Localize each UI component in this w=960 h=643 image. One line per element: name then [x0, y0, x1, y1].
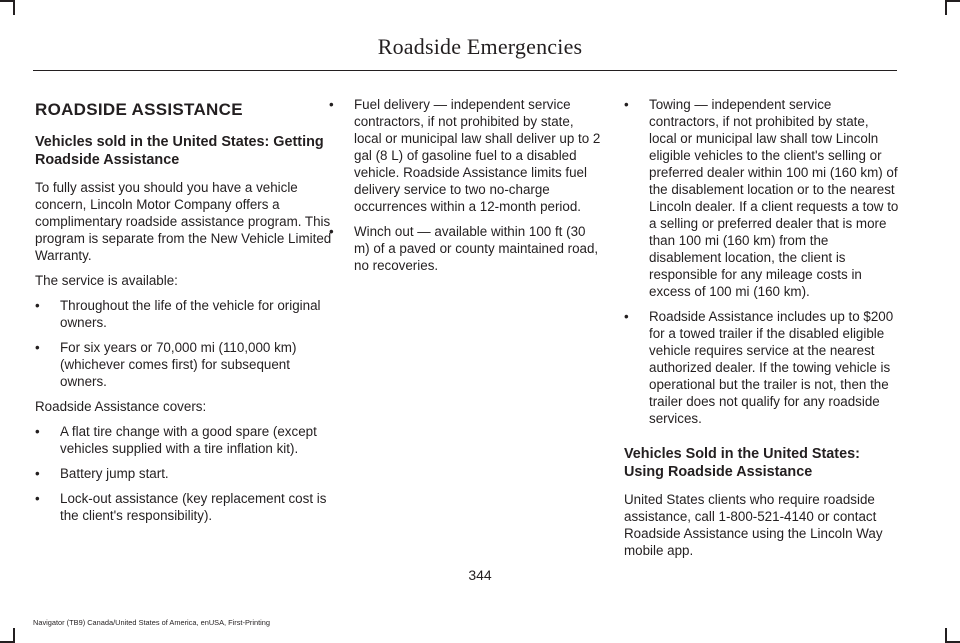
header-divider	[33, 70, 897, 71]
service-label: The service is available:	[35, 273, 178, 288]
page-number: 344	[468, 567, 492, 583]
contact-paragraph: United States clients who require roadside assistance, call 1-800-521-4140 or contact Roadside Assistance using the Lincoln Way mobile app.	[624, 492, 883, 558]
right-list	[624, 96, 899, 427]
crop-mark	[945, 628, 947, 643]
page-title: Roadside Emergencies	[377, 34, 583, 59]
footer-text: Navigator (TB9) Canada/United States of America, enUSA, First-Printing	[33, 618, 271, 627]
list-item: • Winch out — available within 100 ft (30 m) of a paved or county maintained road, no recoveries.	[329, 224, 599, 273]
section-subheading: Vehicles sold in the United States: Getting Roadside Assistance	[35, 134, 324, 168]
section-heading: ROADSIDE ASSISTANCE	[35, 100, 243, 119]
bullet-icon: •	[35, 298, 40, 313]
middle-list	[329, 96, 604, 274]
list-item: • Fuel delivery — independent service contractors, if not prohibited by state, local or municipal law shall deliver up to 2 gal (8 L) of gasoline fuel to a disabled vehicle. Roadside Assistance limits fuel delivery service to two no-charge occurrences within a 12-month period.	[329, 97, 601, 214]
crop-mark	[945, 0, 960, 2]
list-item: • For six years or 70,000 mi (110,000 km) (whichever comes first) for subsequent owners.	[35, 340, 297, 389]
left-column	[35, 96, 333, 532]
list-item: • Roadside Assistance includes up to $200 for a towed trailer if the disabled eligible vehicle requires service at the nearest authorized dealer. If the towing vehicle is operational but the trailer is not, then the trailer does not qualify for any roadside services.	[624, 309, 894, 426]
service-list	[35, 297, 333, 390]
bullet-icon: •	[624, 97, 629, 112]
list-item: • Throughout the life of the vehicle for original owners.	[35, 298, 321, 330]
bullet-icon: •	[624, 309, 629, 324]
bullet-icon: •	[35, 466, 40, 481]
covers-list	[35, 423, 333, 524]
list-item: • Lock-out assistance (key replacement cost is the client's responsibility).	[35, 491, 327, 523]
bullet-icon: •	[35, 424, 40, 439]
middle-column	[329, 96, 604, 282]
intro-paragraph: To fully assist you should you have a vehicle concern, Lincoln Motor Company offers a complimentary roadside assistance program. This program is separate from the New Vehicle Limited Warranty.	[35, 180, 332, 263]
list-item: • A flat tire change with a good spare (except vehicles supplied with a tire inflation kit).	[35, 424, 317, 456]
crop-mark	[13, 0, 15, 15]
list-item: • Towing — independent service contractors, if not prohibited by state, local or municipal law shall tow Lincoln eligible vehicles to the client's selling or preferred dealer within 100 mi (160 km) of the disablement location or to the nearest Lincoln dealer. If a client requests a tow to a selling or preferred dealer that is more than 100 mi (160 km) from the disablement location, the client is responsible for any mileage costs in excess of 100 mi (160 km).	[624, 97, 899, 299]
section-subheading: Vehicles Sold in the United States: Using Roadside Assistance	[624, 446, 860, 480]
bullet-icon: •	[329, 224, 334, 239]
crop-mark	[13, 628, 15, 643]
bullet-icon: •	[35, 340, 40, 355]
bullet-icon: •	[35, 491, 40, 506]
bullet-icon: •	[329, 97, 334, 112]
list-item: • Battery jump start.	[35, 466, 169, 481]
crop-mark	[945, 0, 947, 15]
covers-label: Roadside Assistance covers:	[35, 399, 207, 414]
right-column	[624, 96, 899, 567]
